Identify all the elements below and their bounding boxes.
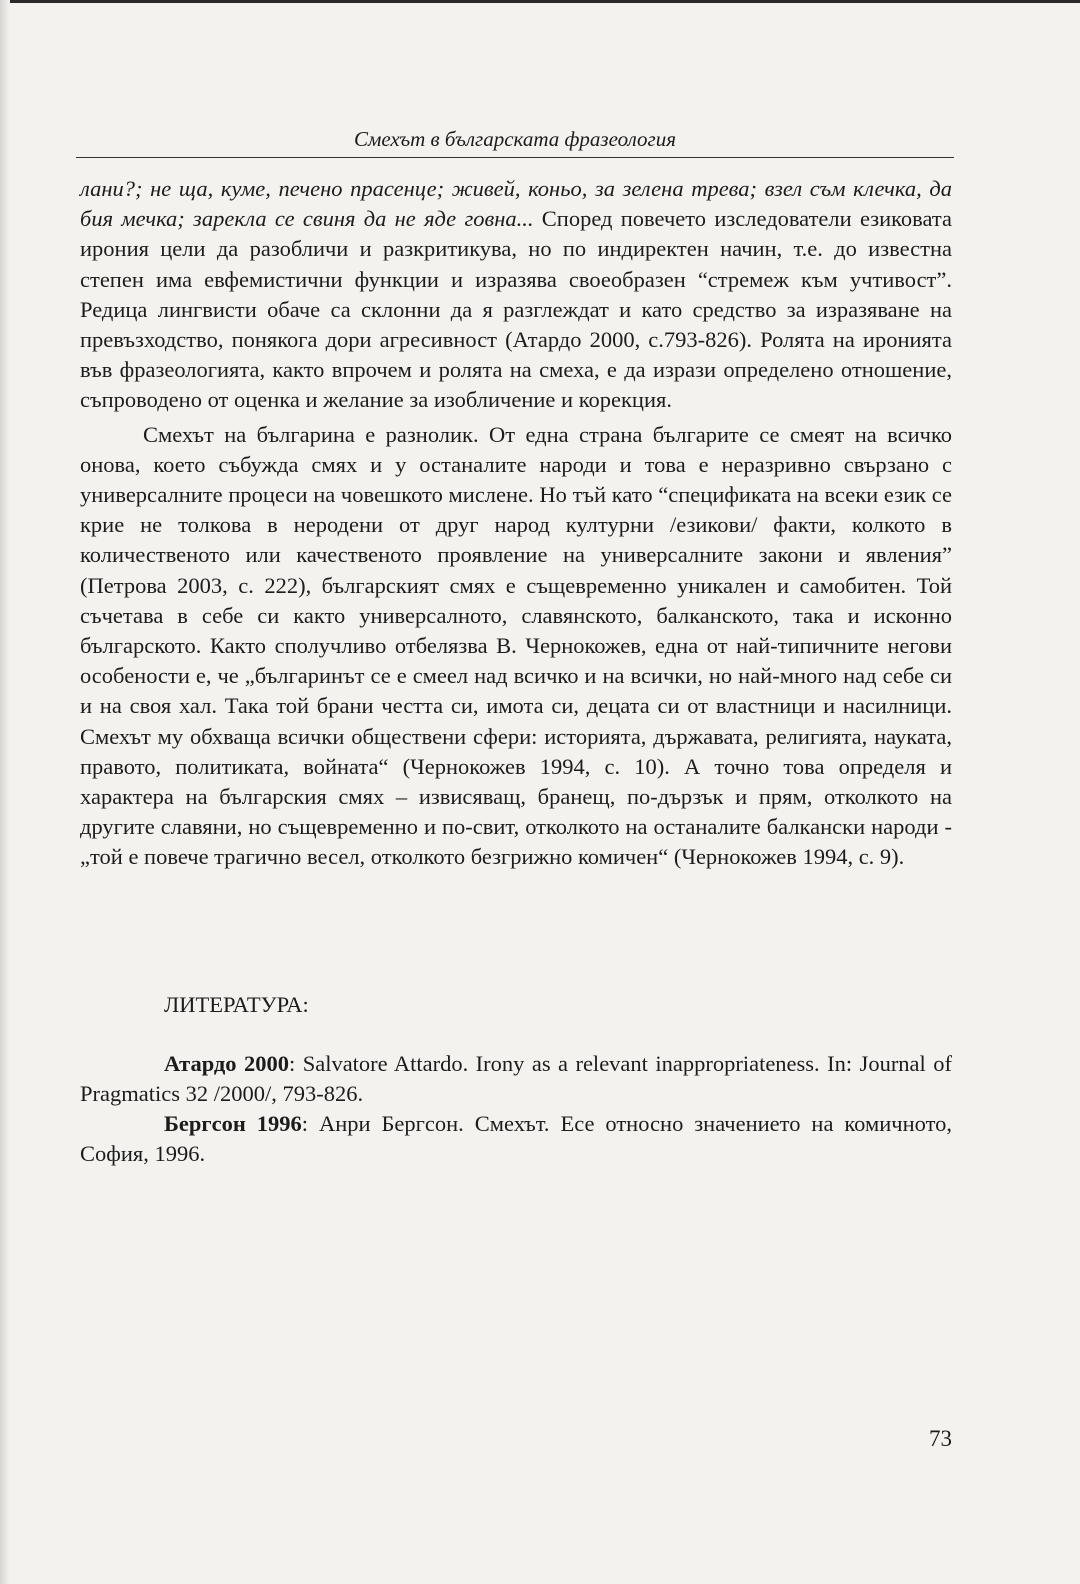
header-rule	[76, 157, 954, 158]
page-number: 73	[929, 1426, 952, 1451]
reference-item	[80, 1109, 952, 1169]
reference-key: Бергсон 1996	[164, 1111, 302, 1137]
paragraph-2: Смехът на българина е разнолик. От една страна българите се смеят на всичко онова, което събужда смях и у останалите народи и това е неразривно свързано с универсалните процеси на човешкото мислене. Но тъй като “спецификата на всеки език се крие не толкова в неродени от друг народ културни /езикови/ факти, колкото в количественото или качественото проявление на универсалните закони и явления” (Петрова 2003, с. 222), българският смях е същевременно уникален и самобитен. Той съчетава в себе си както универсалното, славянското, балканското, така и исконно българското. Както сполучливо отбелязва В. Чернокожев, една от най-типичните негови особености е, че „българинът се е смеел над всичко и на всички, но най-много над себе си и на своя хал. Така той брани честта си, имота си, децата си от властници и насилници. Смехът му обхваща всички обществени сфери: историята, държавата, религията, науката, правото, политиката, войната“ (Чернокожев 1994, с. 10). А точно това определя и характера на българския смях – извисяващ, бранещ, по-дързък и прям, отколкото на другите славяни, но същевременно и по-свит, отколкото на останалите балкански народи - „той е повече трагично весел, отколкото безгрижно комичен“ (Чернокожев 1994, с. 9).	[80, 421, 952, 870]
paragraph-1-text: Според повечето изследователи езиковата ирония цели да разобличи и разкритикува, но по индиректен начин, т.е. до известна степен има евфемистични функции и изразява своеобразен “стремеж към учтивост”. Редица лингвисти обаче са склонни да я разглеждат и като средство за изразяване на превъзходство, понякога дори агресивност (Атардо 2000, с.793-826). Ролята на иронията във фразеологията, както впрочем и ролята на смеха, е да изрази определено отношение, съпроводено от оценка и желание за изобличение и корекция.	[80, 206, 953, 413]
page-body	[80, 174, 952, 1170]
paragraph-1-italic-examples: лани?; не ща, куме, печено прасенце; живей, коньо, за зелена трева; взел съм клечка, да бия мечка; зарекла се свиня да не яде говна...	[80, 176, 952, 232]
paragraph-1	[80, 174, 952, 416]
reference-item	[80, 1049, 952, 1109]
reference-text: : Анри Бергсон. Смехът. Есе относно значението на комичното, София, 1996.	[80, 1111, 952, 1167]
reference-text: : Salvatore Attardo. Irony as a relevant inappropriateness. In: Journal of Pragmatics 32 /2000/, 793-826.	[80, 1050, 952, 1107]
scan-edge-left	[0, 0, 10, 1584]
scan-edge-top	[0, 0, 1080, 3]
reference-key: Атардо 2000	[164, 1050, 289, 1076]
running-head: Смехът в българската фразеология	[353, 127, 676, 151]
literature-heading: ЛИТЕРАТУРА:	[164, 991, 309, 1017]
